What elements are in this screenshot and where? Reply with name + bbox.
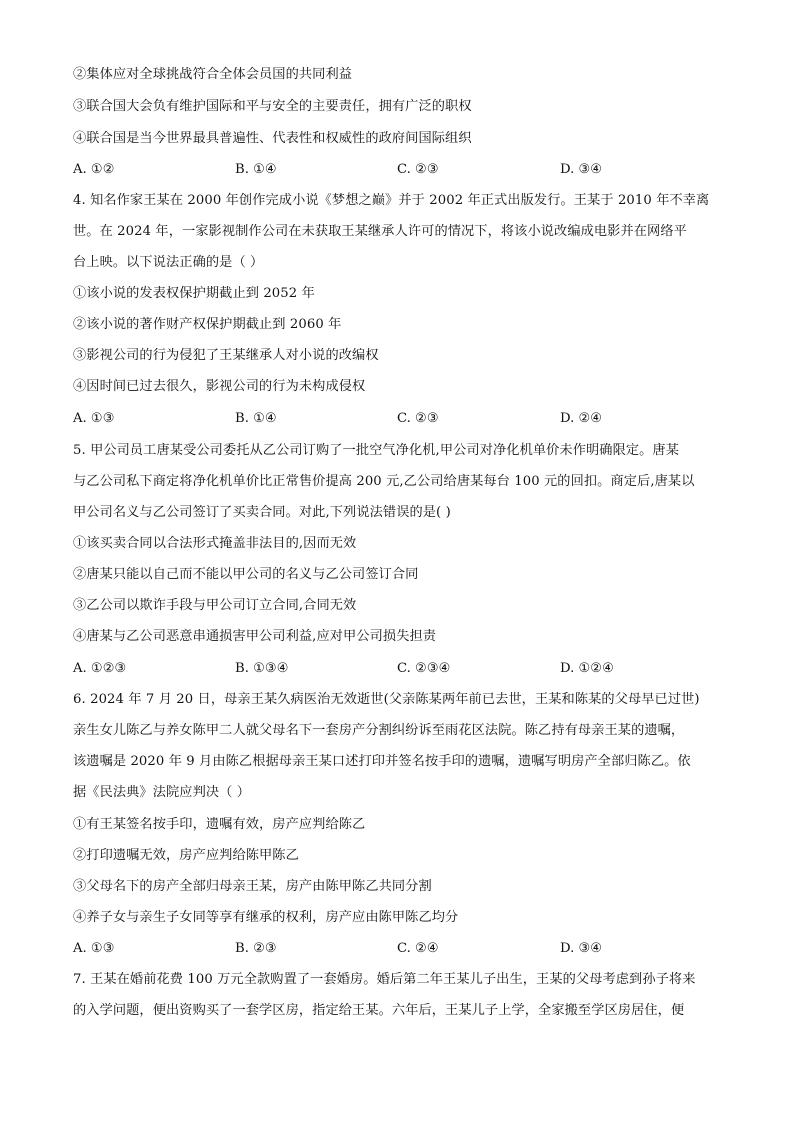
question-4-stem: 世。在 2024 年，一家影视制作公司在未获取王某继承人许可的情况下，将该小说改编成电影并在网络平 <box>73 224 687 239</box>
question-5-stem: 与乙公司私下商定将净化机单价比正常售价提高 200 元,乙公司给唐某每台 100 元的回扣。商定后,唐某以 <box>73 474 695 489</box>
question-4-stem: 台上映。以下说法正确的是（ ） <box>73 255 264 270</box>
option-b: B. ②③ <box>235 941 277 956</box>
option-b: B. ①④ <box>235 162 277 177</box>
option-d: D. ③④ <box>560 162 603 177</box>
statement-line: ④养子女与亲生子女同等享有继承的权利，房产应由陈甲陈乙均分 <box>73 910 459 925</box>
statement-line: ①有王某签名按手印，遗嘱有效，房产应判给陈乙 <box>73 817 366 832</box>
question-4-stem: 4. 知名作家王某在 2000 年创作完成小说《梦想之巅》并于 2002 年正式出版发行。王某于 2010 年不幸离 <box>73 193 710 208</box>
question-6-stem: 亲生女儿陈乙与养女陈甲二人就父母名下一套房产分割纠纷诉至雨花区法院。陈乙持有母亲王某的遗嘱， <box>73 723 685 738</box>
statement-line: ④因时间已过去很久，影视公司的行为未构成侵权 <box>73 379 366 394</box>
statement-line: ③乙公司以欺诈手段与甲公司订立合同,合同无效 <box>73 598 357 613</box>
option-d: D. ①②④ <box>560 661 614 676</box>
answer-options <box>73 410 723 428</box>
option-c: C. ②③ <box>397 411 439 426</box>
question-5-stem: 甲公司名义与乙公司签订了买卖合同。对此,下列说法错误的是( ) <box>73 505 451 520</box>
question-7-stem: 7. 王某在婚前花费 100 万元全款购置了一套婚房。婚后第二年王某儿子出生，王某的父母考虑到孙子将来 <box>73 972 696 987</box>
statement-line: ②打印遗嘱无效，房产应判给陈甲陈乙 <box>73 848 299 863</box>
question-6-stem: 该遗嘱是 2020 年 9 月由陈乙根据母亲王某口述打印并签名按手印的遗嘱，遗嘱写明房产全部归陈乙。依 <box>73 754 691 769</box>
statement-line: ④唐某与乙公司恶意串通损害甲公司利益,应对甲公司损失担责 <box>73 629 437 644</box>
answer-options <box>73 161 723 179</box>
answer-options <box>73 940 723 958</box>
question-7-stem: 的入学问题，便出资购买了一套学区房，指定给王某。六年后，王某儿子上学，全家搬至学区房居住，便 <box>73 1003 685 1018</box>
option-c: C. ②③ <box>397 162 439 177</box>
statement-line: ③影视公司的行为侵犯了王某继承人对小说的改编权 <box>73 348 379 363</box>
statement-line: ③联合国大会负有维护国际和平与安全的主要责任，拥有广泛的职权 <box>73 99 472 114</box>
statement-line: ④联合国是当今世界最具普遍性、代表性和权威性的政府间国际组织 <box>73 131 472 146</box>
statement-line: ①该小说的发表权保护期截止到 2052 年 <box>73 286 315 301</box>
option-a: A. ①③ <box>73 411 115 426</box>
option-c: C. ②④ <box>397 941 439 956</box>
option-d: D. ③④ <box>560 941 603 956</box>
question-6-stem: 6. 2024 年 7 月 20 日，母亲王某久病医治无效逝世(父亲陈某两年前已去世，王某和陈某的父母早已过世) <box>73 692 700 707</box>
option-a: A. ①②③ <box>73 661 127 676</box>
statement-line: ①该买卖合同以合法形式掩盖非法目的,因而无效 <box>73 536 357 551</box>
option-a: A. ①② <box>73 162 115 177</box>
statement-line: ②集体应对全球挑战符合全体会员国的共同利益 <box>73 67 353 82</box>
question-6-stem: 据《民法典》法院应判决（ ） <box>73 785 251 800</box>
option-a: A. ①③ <box>73 941 115 956</box>
option-d: D. ②④ <box>560 411 603 426</box>
option-b: B. ①③④ <box>235 661 289 676</box>
statement-line: ②唐某只能以自己而不能以甲公司的名义与乙公司签订合同 <box>73 567 419 582</box>
statement-line: ③父母名下的房产全部归母亲王某，房产由陈甲陈乙共同分割 <box>73 879 432 894</box>
option-b: B. ①④ <box>235 411 277 426</box>
option-c: C. ②③④ <box>397 661 451 676</box>
question-5-stem: 5. 甲公司员工唐某受公司委托从乙公司订购了一批空气净化机,甲公司对净化机单价未作明确限定。唐某 <box>73 443 680 458</box>
statement-line: ②该小说的著作财产权保护期截止到 2060 年 <box>73 317 342 332</box>
answer-options <box>73 660 723 678</box>
